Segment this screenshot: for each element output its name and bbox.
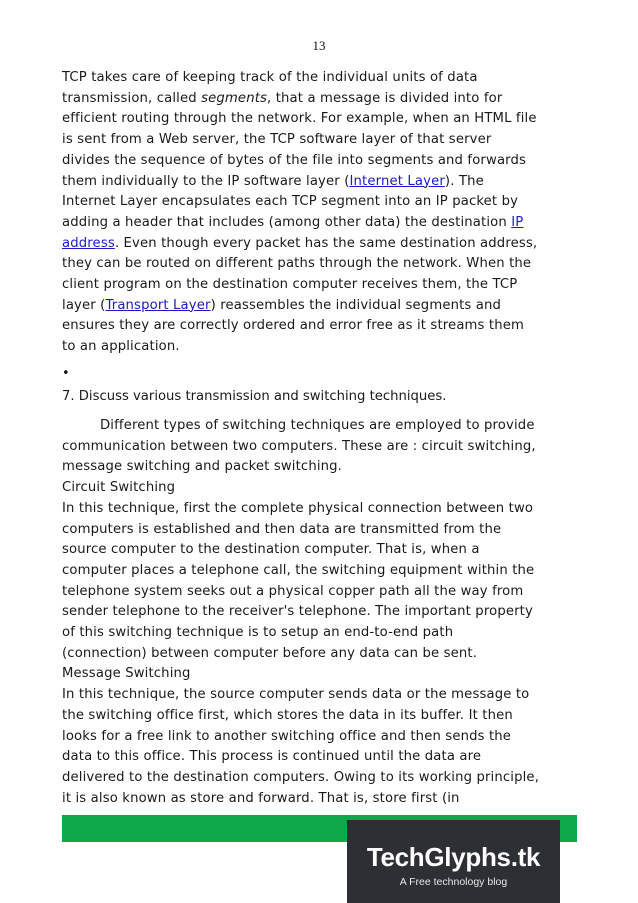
transport-layer-link[interactable]: Transport Layer [105, 297, 211, 313]
text-line: divides the sequence of bytes of the file into segments and forwards [62, 152, 527, 168]
segments-term: segments [201, 90, 268, 106]
text-line: client program on the destination computer receives them, the TCP [62, 277, 518, 293]
text-line: is sent from a Web server, the TCP software layer of that server [62, 132, 492, 148]
brand-tagline: A Free technology blog [399, 876, 508, 888]
brand-logo-box[interactable] [347, 820, 560, 903]
text-line: it is also known as store and forward. That is, store first (in [62, 790, 460, 806]
ip-address-link-cont[interactable]: address [62, 235, 115, 251]
text-line: source computer to the destination computer. That is, when a [62, 542, 480, 558]
internet-layer-link[interactable]: Internet Layer [349, 173, 445, 189]
text-line: to an application. [62, 339, 180, 355]
text-line: layer (Transport Layer) reassembles the individual segments and [62, 297, 502, 313]
ip-address-link[interactable]: IP [511, 214, 524, 230]
text-line: In this technique, first the complete physical connection between two [62, 500, 534, 516]
text-line: data to this office. This process is continued until the data are [62, 749, 482, 765]
text-line: In this technique, the source computer sends data or the message to [62, 687, 530, 703]
circuit-switching-title: Circuit Switching [62, 480, 176, 496]
text-line: ensures they are correctly ordered and error free as it streams them [62, 318, 524, 334]
text-line: adding a header that includes (among other data) the destination IP [62, 214, 524, 230]
text-line: telephone system seeks out a physical copper path all the way from [62, 583, 524, 599]
text-line: looks for a free link to another switching office and then sends the [62, 728, 512, 744]
text-line: efficient routing through the network. For example, when an HTML file [62, 111, 537, 127]
text-line: of this switching technique is to setup an end-to-end path [62, 625, 454, 641]
question-heading: 7. Discuss various transmission and switching techniques. [62, 389, 447, 404]
text-line: computers is established and then data are transmitted from the [62, 521, 502, 537]
text-line: Different types of switching techniques are employed to provide [100, 418, 535, 433]
brand-name: TechGlyphs.tk [366, 842, 541, 872]
bullet-point: • [62, 366, 70, 381]
text-line: message switching and packet switching. [62, 459, 343, 475]
page-number: 13 [312, 38, 326, 53]
text-line: communication between two computers. These are : circuit switching, [62, 438, 536, 454]
text-line: address. Even though every packet has the same destination address, [62, 235, 538, 251]
text-line: TCP takes care of keeping track of the individual units of data [62, 70, 478, 85]
text-line: delivered to the destination computers. Owing to its working principle, [62, 769, 540, 785]
text-line: the switching office first, which stores the data in its buffer. It then [62, 707, 513, 723]
text-line: them individually to the IP software layer (Internet Layer). The [62, 173, 484, 189]
text-line: sender telephone to the receiver's telephone. The important property [62, 604, 533, 620]
text-line: transmission, called segments, that a message is divided into for [62, 90, 503, 106]
text-line: Internet Layer encapsulates each TCP segment into an IP packet by [62, 194, 519, 210]
message-switching-title: Message Switching [62, 666, 191, 682]
switching-section [62, 416, 574, 809]
text-line: computer places a telephone call, the switching equipment within the [62, 562, 535, 578]
text-line: (connection) between computer before any data can be sent. [62, 645, 478, 661]
text-line: they can be routed on different paths through the network. When the [62, 256, 532, 272]
tcp-paragraph [62, 68, 574, 358]
